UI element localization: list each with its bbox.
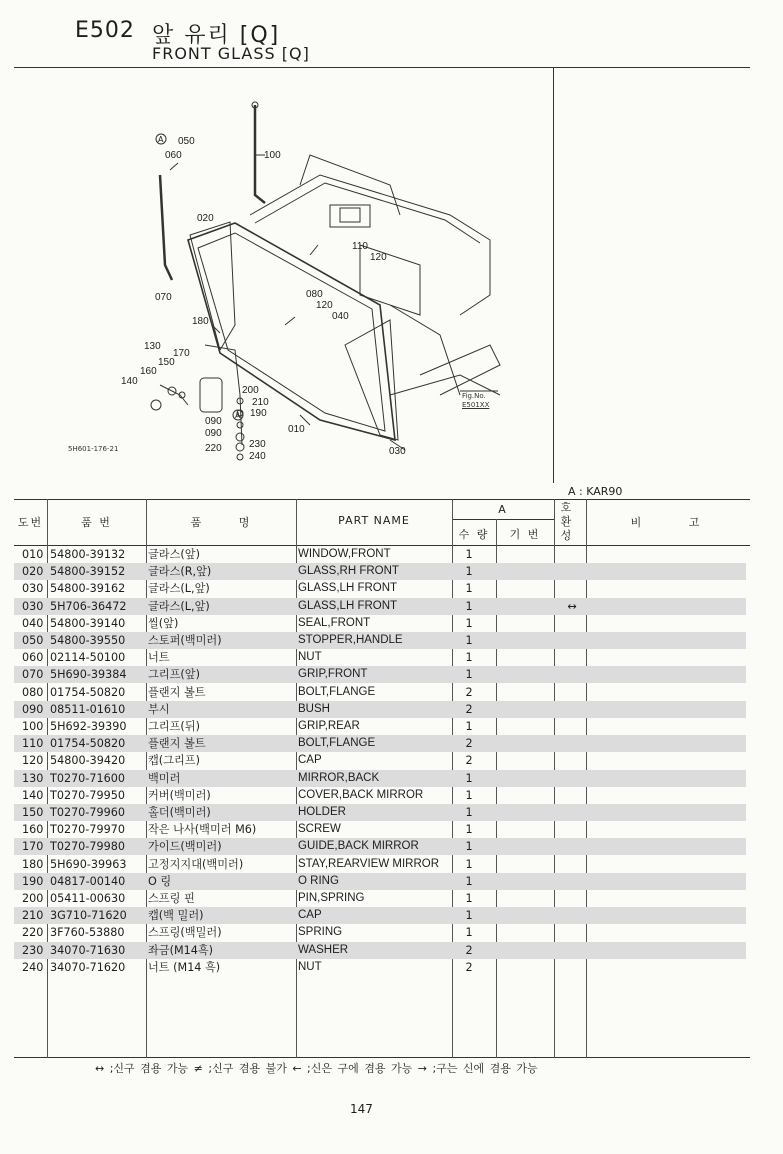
row-item-no: 100 [22,720,44,733]
row-name-korean: 글라스(L,앞) [148,599,210,613]
marker-a: A [158,135,164,144]
callout-120-upper: 120 [370,252,387,263]
table-row [14,804,746,821]
callout-070: 070 [155,292,172,303]
header-rule [14,67,750,68]
callout-190: 190 [250,408,267,419]
row-part-name: GRIP,FRONT [298,668,368,681]
row-item-no: 150 [22,806,44,819]
row-name-korean: 씰(앞) [148,616,179,630]
table-row [14,718,746,735]
row-item-no: 130 [22,771,44,785]
row-part-number: 3F760-53880 [50,926,125,940]
row-part-name: GLASS,RH FRONT [298,565,399,578]
row-part-number: 04817-00140 [50,874,126,888]
row-item-no: 090 [22,702,44,716]
row-name-korean: 플랜지 볼트 [148,737,206,751]
row-name-korean: 그리프(뒤) [148,720,200,733]
table-row [14,735,746,752]
callout-050: 050 [178,136,195,147]
row-part-number: 54800-39132 [50,548,126,561]
table-row [14,598,746,615]
row-part-number: 54800-39152 [50,565,126,579]
row-part-number: 02114-50100 [50,651,126,665]
title-english: FRONT GLASS [Q] [152,44,310,63]
row-part-number: 54800-39140 [50,616,126,630]
row-item-no: 060 [22,651,44,665]
compatibility-legend: ↔ ;신구 겸용 가능 ≠ ;신구 겸용 불가 ← ;신은 구에 겸용 가능 → ;구는 신에 겸용 가능 [95,1062,538,1075]
row-item-no: 050 [22,634,44,647]
table-row [14,838,746,855]
table-row [14,546,746,563]
row-quantity: 1 [465,582,473,596]
row-quantity: 2 [465,737,473,751]
row-quantity: 1 [465,806,473,819]
row-name-korean: 작은 나사(백미러 M6) [148,823,257,837]
table-row [14,701,746,718]
callout-170: 170 [173,348,190,359]
table-row [14,787,746,804]
table-row [14,873,746,890]
row-name-korean: 커버(백미러) [148,788,211,802]
col-header-part-no: 품 번 [81,516,112,529]
row-part-name: COVER,BACK MIRROR [298,788,424,801]
table-row [14,907,746,924]
row-item-no: 120 [22,754,44,768]
callout-230: 230 [249,439,266,450]
row-item-no: 190 [22,874,44,888]
row-part-name: BOLT,FLANGE [298,737,376,750]
row-quantity: 1 [465,771,473,785]
row-name-korean: 스토퍼(백미러) [148,634,222,647]
row-quantity: 1 [465,892,473,905]
row-part-number: 5H690-39384 [50,668,127,682]
row-name-korean: 좌금(M14흑) [148,943,214,957]
col-header-no: 도번 [17,516,44,529]
page-number: 147 [350,1102,373,1116]
row-item-no: 160 [22,823,44,837]
row-name-korean: 플랜지 볼트 [148,685,206,699]
row-part-name: SEAL,FRONT [298,616,371,629]
row-part-number: 3G710-71620 [50,909,127,923]
row-part-number: 54800-39162 [50,582,126,596]
row-quantity: 1 [465,548,473,561]
marker-a: A [235,411,241,420]
row-name-korean: O 링 [148,874,172,888]
callout-240: 240 [249,451,266,462]
table-row [14,959,746,976]
callout-130: 130 [144,341,161,352]
row-name-korean: 글라스(L,앞) [148,582,210,596]
figure-reference [462,392,489,410]
row-part-number: T0270-79970 [50,823,125,837]
row-part-number: 08511-01610 [50,702,126,716]
callout-030: 030 [389,446,406,457]
row-name-korean: 캡(백 밀러) [148,909,204,923]
callout-160: 160 [140,366,157,377]
callout-020: 020 [197,213,214,224]
row-quantity: 1 [465,616,473,630]
row-item-no: 080 [22,685,44,699]
row-part-number: T0270-71600 [50,771,125,785]
row-part-name: STAY,REARVIEW MIRROR [298,857,440,870]
figure-ref-label: Fig.No. [462,392,486,400]
row-name-korean: 글라스(앞) [148,548,200,561]
callout-100: 100 [264,150,281,161]
row-part-number: 34070-71630 [50,943,126,957]
row-item-no: 230 [22,943,44,957]
row-quantity: 2 [465,685,473,699]
row-quantity: 1 [465,651,473,665]
row-item-no: 110 [22,737,44,751]
table-row [14,580,746,597]
row-part-name: GUIDE,BACK MIRROR [298,840,419,853]
row-item-no: 220 [22,926,44,940]
row-part-number: T0270-79950 [50,788,125,802]
figure-ref-value: E501XX [462,401,490,409]
row-name-korean: 글라스(R,앞) [148,565,212,579]
row-part-name: NUT [298,651,322,664]
group-subrule [452,519,554,520]
row-name-korean: 너트 [148,651,170,665]
row-part-number: 5H690-39963 [50,857,127,871]
table-top-rule [14,499,750,500]
row-part-name: HOLDER [298,806,346,818]
table-bottom-rule [14,1057,750,1058]
table-row [14,632,746,649]
row-part-name: WINDOW,FRONT [298,548,391,560]
row-part-name: GRIP,REAR [298,720,360,732]
row-part-name: WASHER [298,943,349,956]
row-item-no: 030 [22,599,44,613]
row-quantity: 1 [465,720,473,733]
row-part-number: 34070-71620 [50,960,126,974]
row-item-no: 210 [22,909,44,923]
row-part-name: GLASS,LH FRONT [298,582,398,595]
row-item-no: 020 [22,565,44,579]
row-quantity: 2 [465,960,473,974]
row-name-korean: 홀더(백미러) [148,806,211,819]
row-compat-symbol: ↔ [567,599,577,613]
col-header-compat: 호환성 [560,501,574,542]
row-part-name: PIN,SPRING [298,892,365,904]
callout-210: 210 [252,397,269,408]
callout-140: 140 [121,376,138,387]
col-header-name-ko: 품 명 [190,516,252,529]
row-part-number: 54800-39420 [50,754,126,768]
table-row [14,890,746,907]
row-item-no: 140 [22,788,44,802]
table-row [14,821,746,838]
row-part-number: 01754-50820 [50,685,126,699]
row-quantity: 1 [465,926,473,940]
row-item-no: 240 [22,960,44,974]
table-row [14,684,746,701]
col-header-name-en: PART NAME [338,514,410,527]
row-part-number: T0270-79960 [50,806,125,819]
col-header-remarks: 비 고 [630,516,702,529]
row-part-number: 05411-00630 [50,892,126,905]
table-row [14,752,746,769]
row-part-name: BOLT,FLANGE [298,685,376,698]
row-part-number: T0270-79980 [50,840,125,854]
callout-150: 150 [158,357,175,368]
table-row [14,924,746,941]
table-row [14,649,746,666]
table-row [14,942,746,959]
callout-110: 110 [352,241,368,252]
row-name-korean: 너트 (M14 흑) [148,960,221,974]
row-quantity: 2 [465,702,473,716]
callout-120-lower: 120 [316,300,333,311]
table-row [14,615,746,632]
table-row [14,770,746,787]
callout-010: 010 [288,424,305,435]
row-item-no: 170 [22,840,44,854]
exploded-view-diagram [60,95,510,475]
parts-table [14,499,746,1019]
row-item-no: 040 [22,616,44,630]
row-item-no: 010 [22,548,44,561]
row-name-korean: 부시 [148,702,170,716]
row-part-name: O RING [298,874,339,887]
row-quantity: 1 [465,565,473,579]
row-quantity: 1 [465,823,473,837]
section-code: E502 [75,18,135,43]
row-part-name: CAP [298,909,322,922]
callout-090-a: 090 [205,416,222,427]
row-quantity: 1 [465,857,473,871]
callout-080: 080 [306,289,323,300]
row-name-korean: 스프링(백밀러) [148,926,222,940]
table-row [14,563,746,580]
row-quantity: 1 [465,874,473,888]
col-header-std: 기 번 [509,528,541,541]
row-part-number: 54800-39550 [50,634,126,647]
row-part-name: SPRING [298,926,343,939]
row-quantity: 2 [465,754,473,768]
row-part-number: 5H692-39390 [50,720,127,733]
table-row [14,856,746,873]
row-part-name: MIRROR,BACK [298,771,380,784]
row-name-korean: 스프링 핀 [148,892,195,905]
row-quantity: 1 [465,840,473,854]
row-quantity: 1 [465,788,473,802]
row-part-name: GLASS,LH FRONT [298,599,398,612]
row-name-korean: 가이드(백미러) [148,840,222,854]
title-korean: 앞 유리 [Q] [152,23,281,48]
row-quantity: 1 [465,668,473,682]
figure-divider [553,68,554,483]
row-part-number: 01754-50820 [50,737,126,751]
row-quantity: 1 [465,909,473,923]
callout-040: 040 [332,311,349,322]
row-part-name: STOPPER,HANDLE [298,634,403,646]
row-quantity: 2 [465,943,473,957]
callout-200: 200 [242,385,259,396]
row-part-name: CAP [298,754,322,767]
row-item-no: 070 [22,668,44,682]
callout-220: 220 [205,443,222,454]
table-row [14,666,746,683]
callout-060: 060 [165,150,182,161]
row-name-korean: 그리프(앞) [148,668,200,682]
row-part-name: SCREW [298,823,341,836]
callout-090-b: 090 [205,428,222,439]
row-part-name: BUSH [298,702,330,715]
col-header-group: A [498,503,508,516]
row-item-no: 200 [22,892,44,905]
callout-180: 180 [192,316,209,327]
model-note: A : KAR90 [568,485,623,498]
row-item-no: 030 [22,582,44,596]
row-quantity: 1 [465,634,473,647]
row-name-korean: 백미러 [148,771,181,785]
row-name-korean: 고정지지대(백미러) [148,857,244,871]
col-header-qty: 수 량 [458,528,490,541]
figure-code: 5H601-176-21 [68,445,119,453]
row-item-no: 180 [22,857,44,871]
row-part-number: 5H706-36472 [50,599,127,613]
row-name-korean: 캡(그리프) [148,754,200,768]
row-quantity: 1 [465,599,473,613]
row-part-name: NUT [298,960,322,973]
